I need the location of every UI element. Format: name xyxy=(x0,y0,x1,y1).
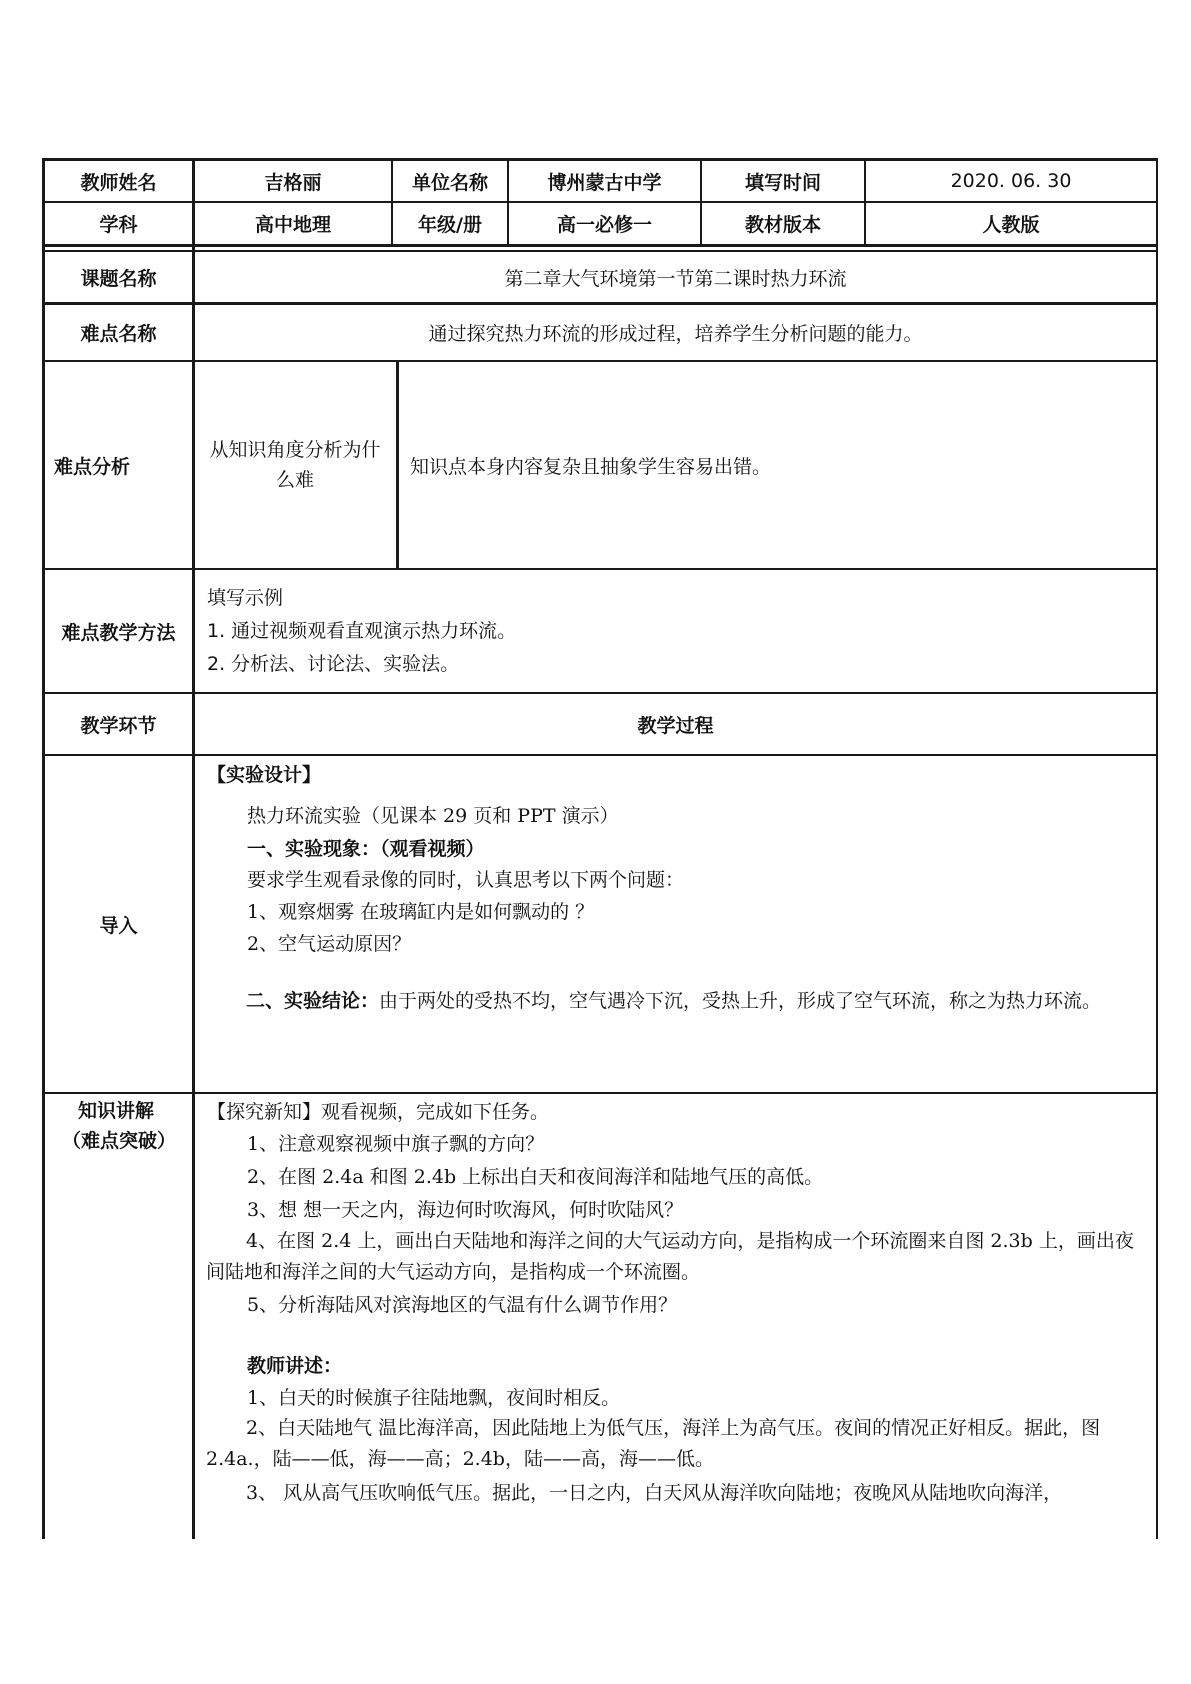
method-item-1: 1. 通过视频观看直观演示热力环流。 xyxy=(207,620,517,642)
task-2: 2、在图 2.4a 和图 2.4b 上标出白天和夜间海洋和陆地气压的高低。 xyxy=(247,1166,824,1188)
requirement-text: 要求学生观看录像的同时，认真思考以下两个问题： xyxy=(247,869,685,891)
phenomenon-title: 一、实验现象：（观看视频） xyxy=(247,838,485,860)
method-example: 填写示例 xyxy=(207,587,284,609)
conclusion-title: 二、实验结论： xyxy=(246,990,380,1012)
task-3: 3、想 想一天之内，海边何时吹海风，何时吹陆风？ xyxy=(247,1199,684,1221)
teacher-explanation-title: 教师讲述： xyxy=(247,1355,343,1377)
analysis-value: 知识点本身内容复杂且抽象学生容易出错。 xyxy=(410,455,772,478)
teacher-name-value: 吉格丽 xyxy=(264,171,322,194)
knowledge-label-sub: （难点突破） xyxy=(62,1130,177,1152)
grade-label: 年级/册 xyxy=(418,214,482,236)
explore-heading: 【探究新知】观看视频，完成如下任务。 xyxy=(207,1101,550,1123)
row-divider xyxy=(42,244,1158,247)
difficulty-label: 难点名称 xyxy=(80,323,157,345)
conclusion-text: 由于两处的受热不均，空气遇冷下沉，受热上升，形成了空气环流，称之为热力环流。 xyxy=(379,990,1102,1012)
grade-value: 高一必修一 xyxy=(556,214,652,236)
answer-3: 3、 风从高气压吹响低气压。据此，一日之内，白天风从海洋吹向陆地；夜晚风从陆地吹向海洋， xyxy=(246,1482,1063,1504)
analysis-label: 难点分析 xyxy=(54,455,131,478)
col-divider xyxy=(192,158,195,1539)
teacher-name-label: 教师姓名 xyxy=(80,171,157,194)
difficulty-value: 通过探究热力环流的形成过程，培养学生分析问题的能力。 xyxy=(428,323,923,345)
col-divider xyxy=(396,360,399,569)
topic-label: 课题名称 xyxy=(80,267,157,290)
question-2: 2、空气运动原因？ xyxy=(247,933,412,955)
task-5: 5、分析海陆风对滨海地区的气温有什么调节作用？ xyxy=(247,1294,678,1316)
process-header: 教学过程 xyxy=(637,714,714,737)
experiment-design-heading: 【实验设计】 xyxy=(207,764,322,786)
experiment-description: 热力环流实验（见课本 29 页和 PPT 演示） xyxy=(247,805,619,827)
task-4: 4、在图 2.4 上，画出白天陆地和海洋之间的大气运动方向，是指构成一个环流圈来自图 2.3b 上，画出夜间陆地和海洋之间的大气运动方向，是指构成一个环流圈。 xyxy=(206,1230,1134,1284)
answer-2: 2、白天陆地气 温比海洋高，因此陆地上为低气压，海洋上为高气压。夜间的情况正好相反。据此，图 2.4a.，陆——低，海——高；2.4b，陆——高，海——低。 xyxy=(206,1417,1101,1471)
unit-name-value: 博州蒙古中学 xyxy=(547,171,662,194)
edition-label: 教材版本 xyxy=(744,214,821,236)
fill-date-value: 2020. 06. 30 xyxy=(950,170,1072,192)
intro-label: 导入 xyxy=(99,914,138,937)
row-divider xyxy=(42,754,1158,756)
knowledge-label: 知识讲解 xyxy=(78,1100,155,1122)
unit-name-label: 单位名称 xyxy=(411,171,488,194)
edition-value: 人教版 xyxy=(982,214,1040,236)
experiment-conclusion xyxy=(206,986,1146,1017)
method-item-2: 2. 分析法、讨论法、实验法。 xyxy=(207,653,460,675)
method-label: 难点教学方法 xyxy=(61,621,176,644)
question-1: 1、观察烟雾 在玻璃缸内是如何飘动的 ？ xyxy=(247,901,595,923)
task-1: 1、注意观察视频中旗子飘的方向？ xyxy=(247,1133,545,1155)
table-border-right xyxy=(1156,158,1158,1539)
answer-1: 1、白天的时候旗子往陆地飘，夜间时相反。 xyxy=(247,1387,621,1409)
row-divider xyxy=(42,1092,1158,1094)
topic-value: 第二章大气环境第一节第二课时热力环流 xyxy=(504,267,847,290)
row-divider xyxy=(42,568,1158,570)
analysis-sub-label: 从知识角度分析为什么难 xyxy=(209,438,381,491)
subject-label: 学科 xyxy=(99,214,138,236)
stage-header: 教学环节 xyxy=(80,714,157,737)
subject-value: 高中地理 xyxy=(254,214,331,236)
fill-date-label: 填写时间 xyxy=(744,171,821,194)
